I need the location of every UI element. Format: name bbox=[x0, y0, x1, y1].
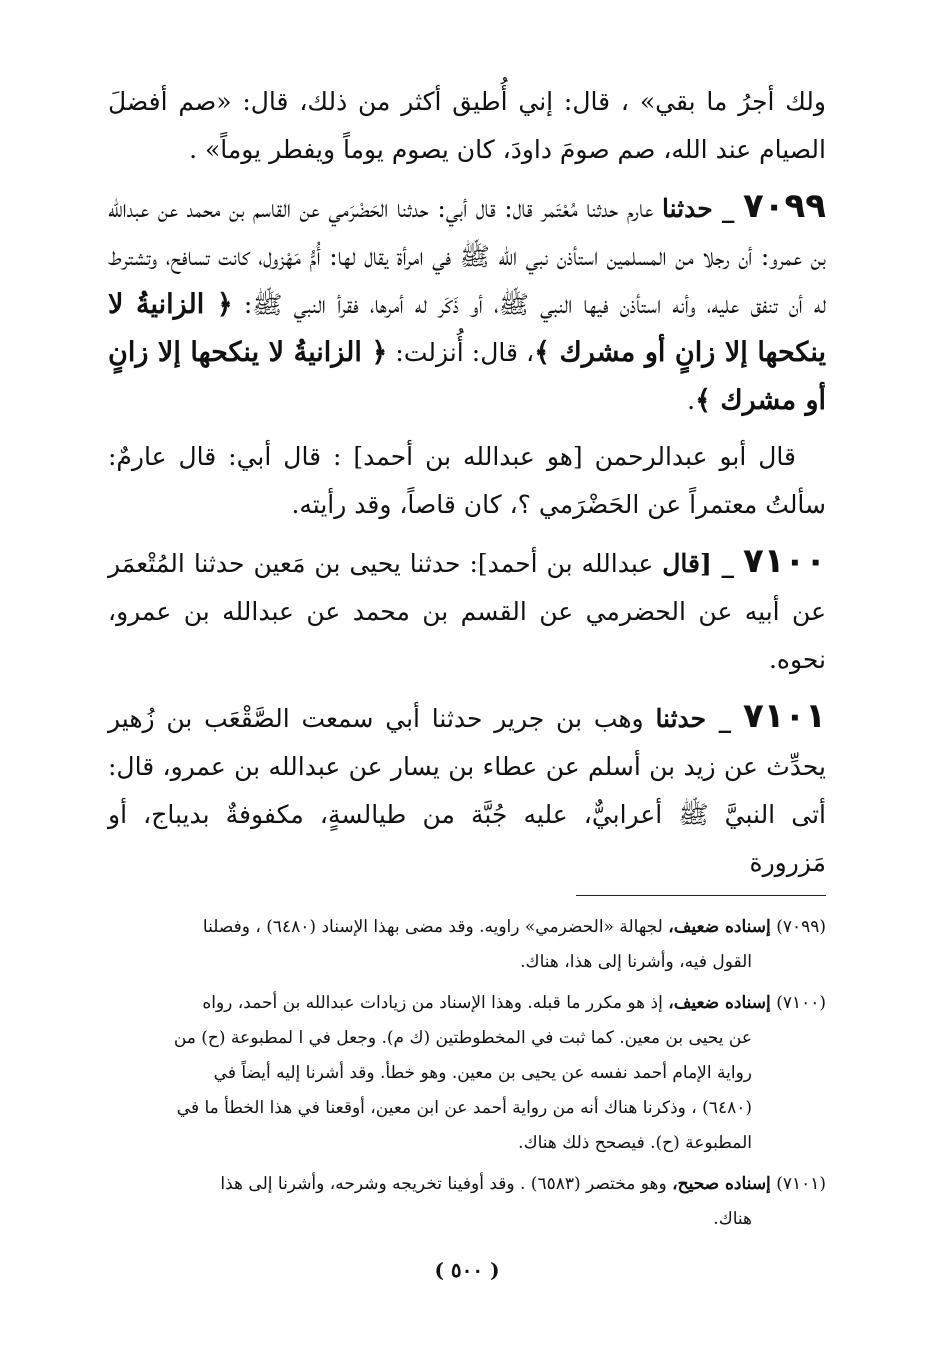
main-text bbox=[108, 78, 826, 887]
footnote-text: القول فيه، وأشرنا إلى هذا، هناك. bbox=[520, 952, 752, 972]
footnote-text: عن يحيى بن معين. كما ثبت في المخطوطتين (ك م). وجعل في ا لمطبوعة (ح) من bbox=[173, 1028, 752, 1048]
hadith-7099 bbox=[108, 182, 826, 425]
hadith-7100 bbox=[108, 537, 826, 684]
footnote-text: المطبوعة (ح). فيصحح ذلك هناك. bbox=[518, 1133, 752, 1153]
hadith-number: ٧١٠٠ bbox=[742, 541, 826, 581]
footnote-7100 bbox=[108, 986, 826, 1161]
hadith-text: وهب بن جرير حدثنا أبي سمعت الصَّقْعَب بن زُهير يحدِّث عن زيد بن أسلم عن عطاء بن يسار عن عبدالله بن عمرو، قال: أتى النبيَّ ﷺ أعرابيٌّ، عليه جُبَّة من طيالسةٍ، مكفوفةٌ بديباج، أو مَزرورة bbox=[108, 704, 826, 877]
footnote-grading: إسناده ضعيف، bbox=[668, 917, 771, 937]
footnote-7101 bbox=[108, 1167, 826, 1237]
hadith-number: ٧١٠١ bbox=[742, 696, 826, 736]
footnote-grading: إسناده صحيح، bbox=[672, 1174, 771, 1194]
footnote-text: (٦٤٨٠) ، وذكرنا هناك أنه من رواية أحمد عن ابن معين، أوقعنا في هذا الخطأ ما في bbox=[176, 1098, 752, 1118]
footnote-text: لجهالة «الحضرمي» راويه. وقد مضى بهذا الإسناد (٦٤٨٠) ، وفصلنا bbox=[202, 917, 663, 937]
footnote-divider bbox=[576, 895, 826, 896]
footnote-text: هناك. bbox=[713, 1209, 752, 1229]
footnotes bbox=[108, 910, 826, 1237]
page bbox=[108, 78, 826, 1364]
hadith-7101 bbox=[108, 692, 826, 887]
commentary-note bbox=[108, 433, 826, 529]
footnote-number: (٧١٠٠) bbox=[776, 993, 826, 1013]
hadith-lead: _ حدثنا bbox=[661, 194, 735, 223]
continuation-text: ولك أجرُ ما بقي» ، قال: إني أُطيق أكثر من ذلك، قال: «صم أفضلَ الصيام عند الله، صم صومَ داودَ، كان يصوم يوماً ويفطر يوماً» . bbox=[108, 87, 826, 164]
quran-verse: ﴿ الزانيةُ لا ينكحها إلا زانٍ أو مشرك ﴾ bbox=[108, 289, 826, 368]
footnote-grading: إسناده ضعيف، bbox=[668, 993, 771, 1013]
hadith-lead: _ حدثنا bbox=[655, 704, 732, 733]
hadith-lead: _ [قال bbox=[662, 549, 735, 578]
footnote-text: إذ هو مكرر ما قبله. وهذا الإسناد من زيادات عبدالله بن أحمد، رواه bbox=[202, 993, 663, 1013]
footnote-text: رواية الإمام أحمد نفسه عن يحيى بن معين. وهو خطأ. وقد أشرنا إليه أيضاً في bbox=[213, 1063, 752, 1083]
paragraph-continuation bbox=[108, 78, 826, 174]
page-number: ( ٥٠٠ ) bbox=[434, 1258, 500, 1282]
footnote-number: (٧٠٩٩) bbox=[776, 917, 826, 937]
footnote-7099 bbox=[108, 910, 826, 980]
quran-verse: ﴿ الزانيةُ لا ينكحها إلا زانٍ أو مشرك ﴾ bbox=[108, 337, 826, 416]
footnote-text: وهو مختصر (٦٥٨٣) . وقد أوفينا تخريجه وشرحه، وأشرنا إلى هذا bbox=[220, 1174, 667, 1194]
commentary-text: قال أبو عبدالرحمن [هو عبدالله بن أحمد] : قال أبي: قال عارمٌ: سألتُ معتمراً عن الحَضْرَمي ؟، كان قاصاً، وقد رأيته. bbox=[108, 442, 826, 519]
hadith-end: . bbox=[687, 386, 696, 415]
hadith-text: عارم حدثنا مُعْتَمر قال: قال أبي: حدثنا الحَضْرَمي عن القاسم بن محمد عن عبدالله بن عمرو: أن رجلا من المسلمين استأذن نبي الله ﷺ في امرأة يقال لها: أُمُّ مَهْزول، كانت تسافح، وتشترط له أن تنفق عليه، وأنه استأذن فيها النبي ﷺ، أو ذَكَر له أمرها، فقرأ النبي ﷺ: bbox=[108, 194, 827, 319]
hadith-number: ٧٠٩٩ bbox=[742, 186, 826, 226]
footnote-number: (٧١٠١) bbox=[776, 1174, 826, 1194]
hadith-text: ، قال: أُنزلت: bbox=[395, 338, 535, 367]
hadith-text: عبدالله بن أحمد]: حدثنا يحيى بن مَعين حدثنا المُتْعمَر عن أبيه عن الحضرمي عن القسم بن محمد عن عبدالله بن عمرو، نحوه. bbox=[108, 549, 826, 674]
